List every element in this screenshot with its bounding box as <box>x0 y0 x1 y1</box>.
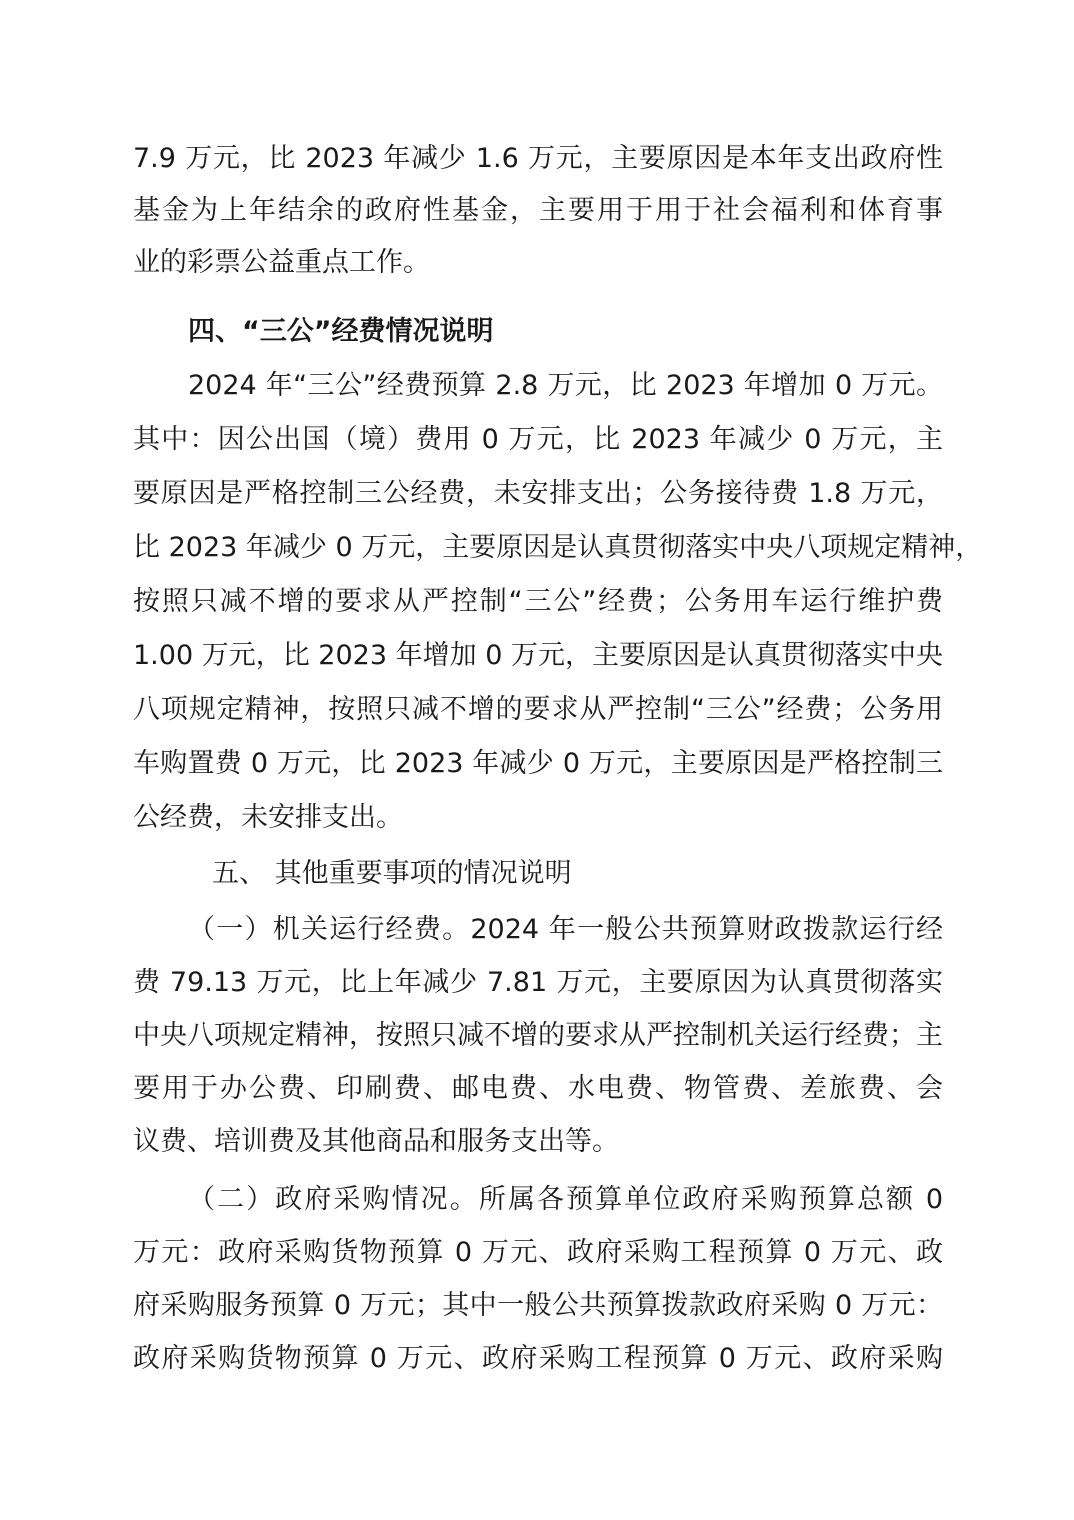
paragraph-line: 2024 年“三公”经费预算 2.8 万元，比 2023 年增加 0 万元。 <box>188 370 943 401</box>
section-heading-5: 五、 其他重要事项的情况说明 <box>212 858 572 889</box>
paragraph-line: 按照只减不增的要求从严控制“三公”经费；公务用车运行维护费 <box>133 586 943 617</box>
paragraph-line: 其中：因公出国（境）费用 0 万元，比 2023 年减少 0 万元，主 <box>133 424 943 455</box>
paragraph-line: 政府采购货物预算 0 万元、政府采购工程预算 0 万元、政府采购 <box>133 1343 943 1374</box>
paragraph-line: 府采购服务预算 0 万元；其中一般公共预算拨款政府采购 0 万元： <box>133 1290 943 1321</box>
paragraph-line: 车购置费 0 万元，比 2023 年减少 0 万元，主要原因是严格控制三 <box>133 748 943 779</box>
paragraph-line: 要用于办公费、印刷费、邮电费、水电费、物管费、差旅费、会 <box>133 1073 943 1104</box>
paragraph-line: 1.00 万元，比 2023 年增加 0 万元，主要原因是认真贯彻落实中央 <box>133 640 943 671</box>
paragraph-line: （一）机关运行经费。2024 年一般公共预算财政拨款运行经 <box>188 914 943 945</box>
paragraph-line: 万元：政府采购货物预算 0 万元、政府采购工程预算 0 万元、政 <box>133 1237 943 1268</box>
paragraph-line: 费 79.13 万元，比上年减少 7.81 万元，主要原因为认真贯彻落实 <box>133 967 943 998</box>
paragraph-line: 议费、培训费及其他商品和服务支出等。 <box>133 1126 619 1157</box>
paragraph-line: 业的彩票公益重点工作。 <box>133 247 430 278</box>
paragraph-line: 基金为上年结余的政府性基金，主要用于用于社会福利和体育事 <box>133 195 943 226</box>
paragraph-line: 比 2023 年减少 0 万元，主要原因是认真贯彻落实中央八项规定精神， <box>133 532 983 563</box>
section-heading-4: 四、“三公”经费情况说明 <box>188 316 494 347</box>
paragraph-line: 7.9 万元，比 2023 年减少 1.6 万元，主要原因是本年支出政府性 <box>133 143 943 174</box>
paragraph-line: 要原因是严格控制三公经费，未安排支出；公务接待费 1.8 万元， <box>133 478 943 509</box>
paragraph-line: 八项规定精神，按照只减不增的要求从严控制“三公”经费；公务用 <box>133 694 943 725</box>
paragraph-line: 中央八项规定精神，按照只减不增的要求从严控制机关运行经费；主 <box>133 1020 943 1051</box>
paragraph-line: （二）政府采购情况。所属各预算单位政府采购预算总额 0 <box>188 1184 943 1215</box>
paragraph-line: 公经费，未安排支出。 <box>133 802 403 833</box>
